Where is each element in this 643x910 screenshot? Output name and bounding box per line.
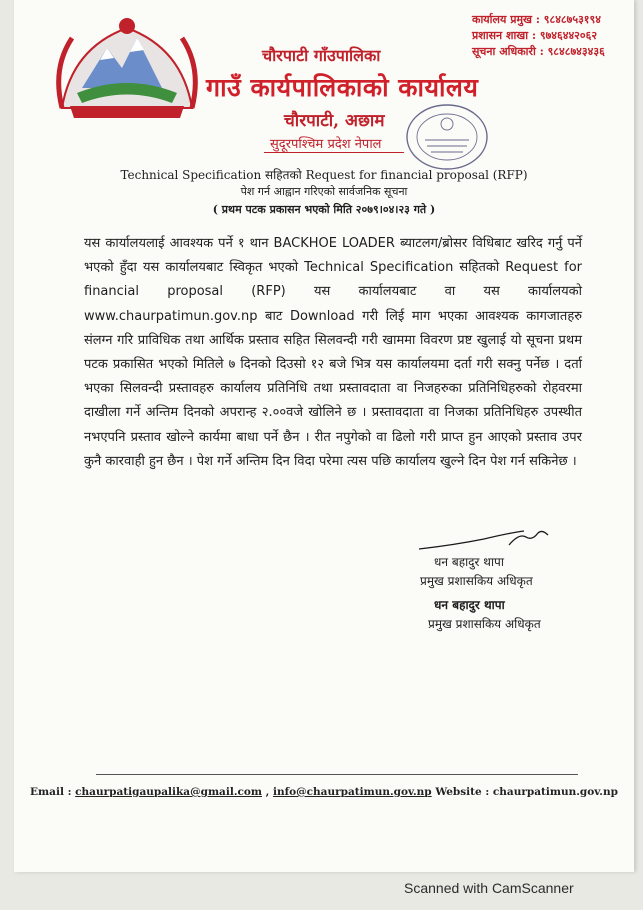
notice-body: यस कार्यालयलाई आवश्यक पर्ने १ थान BACKHOE LOADER ब्याटलग/ब्रोसर विधिबाट खरिद गर्नु पर्ने भएको हुँदा यस कार्यालयबाट स्विकृत भएको Technical Specification सहितको Request for financial proposal (RFP) यस कार्यालयबाट वा यस कार्यालयको www.chaurpatimun.gov.np बाट Download गरी लिई माग भएका आवश्यक कागजातहरु संलग्न गरि प्राविधिक तथा आर्थिक प्रस्ताव सहित सिलवन्दी गरी खाममा विवरण प्रष्ट खुलाई यो सूचना प्रथम पटक प्रकासित भएको मितिले ७ दिनको दिउसो १२ बजे भित्र यस कार्यालयमा दर्ता गरी सक्नु पर्नेछ । दर्ता भएका सिलवन्दी प्रस्तावहरु कार्यालय प्रतिनिधि तथा प्रस्तावदाता वा निजहरुका प्रतिनिधिहरुको रोहवरमा दाखीला गर्ने अन्तिम दिनको अपरान्ह २.००वजे खोलिने छ । प्रस्तावदाता वा निजका प्रतिनिधिहरु उपस्थीत नभएपनि प्रस्ताव खोल्ने कार्यमा बाधा पर्ने छैन । रीत नपुगेको वा ढिलो गरी प्राप्त हुन आएको प्रस्ताव उपर कुनै कारवाही हुन छैन । पेश गर्ने अन्तिम दिन विदा परेमा त्यस पछि कार्यालय खुल्ने दिन पेश गर्न सकिनेछ । (84, 236, 582, 469)
subject-line-1: Technical Specification सहितको Request for financial proposal (RFP) (120, 168, 528, 182)
website-text: chaurpatimun.gov.np (492, 786, 618, 798)
email-link-2[interactable]: info@chaurpatimun.gov.np (272, 786, 432, 798)
office-place: चौरपाटी, अछाम (284, 111, 385, 131)
contact-admin: प्रशासन शाखा : ९७४६४४२०६२ (472, 29, 598, 42)
office-stamp-icon (399, 98, 495, 176)
office-name: गाउँ कार्यपालिकाको कार्यालय (206, 73, 479, 102)
signatory-name-stamp: धन बहादुर थापा (434, 598, 505, 612)
website-label: Website : (435, 786, 490, 798)
contact-info-officer: सूचना अधिकारी : ९८४८७४३४३६ (472, 45, 605, 58)
subject-line-2: पेश गर्न आह्वान गरिएको सार्वजनिक सूचना (240, 185, 408, 198)
signatory-title-stamp: प्रमुख प्रशासकिय अधिकृत (428, 617, 541, 631)
footer-contact (14, 786, 634, 798)
email-label: Email : (30, 786, 72, 798)
province-underline (264, 152, 404, 153)
contact-chief: कार्यालय प्रमुख : ९८४८७५३१९४ (472, 13, 601, 26)
signature-icon (414, 525, 554, 555)
signatory-title: प्रमुख प्रशासकिय अधिकृत (420, 574, 533, 588)
document-page (14, 0, 634, 872)
municipality-name: चौरपाटी गाँउपालिका (262, 46, 381, 65)
subject-line-3: ( प्रथम पटक प्रकासन भएको मिति २०७९।०४।२३ गते ) (212, 203, 436, 216)
email-link-1[interactable]: chaurpatigaupalika@gmail.com (75, 786, 262, 798)
contact-block (472, 12, 605, 60)
email-separator: , (265, 786, 270, 798)
signatory-name: धन बहादुर थापा (434, 555, 504, 569)
scanner-watermark: Scanned with CamScanner (404, 880, 574, 896)
province-name: सुदूरपश्चिम प्रदेश नेपाल (270, 137, 382, 152)
nepal-emblem-icon (52, 8, 202, 128)
footer-divider (96, 774, 578, 775)
